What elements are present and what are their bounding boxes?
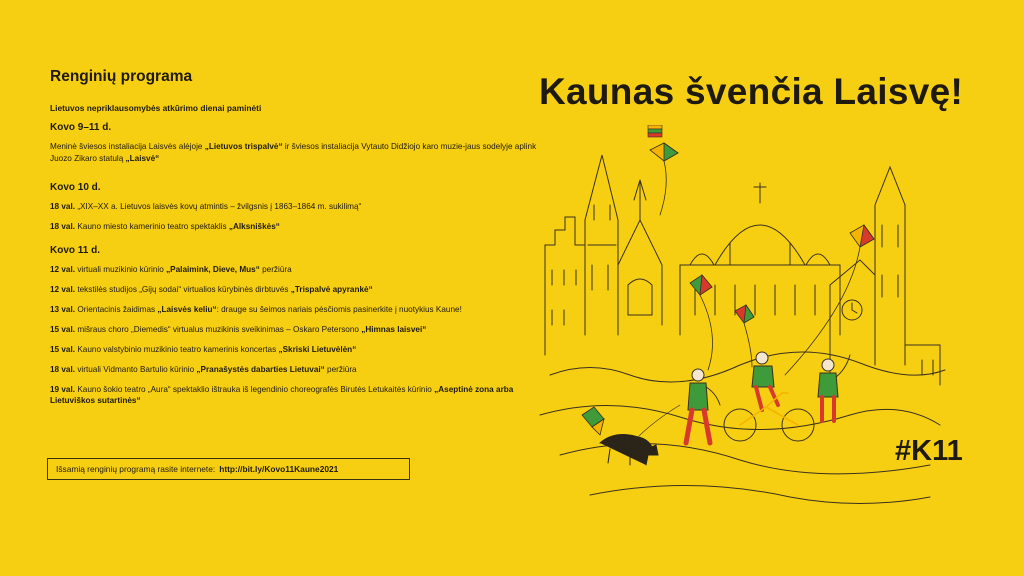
event-time: 15 val. xyxy=(50,344,76,354)
event-item xyxy=(50,304,548,316)
day-heading-9-11: Kovo 9–11 d. xyxy=(50,122,112,133)
event-text: tekstilės studijos „Gijų sodai“ virtualios kūrybinės dirbtuvės xyxy=(75,284,291,294)
event-time: 15 val. xyxy=(50,324,76,334)
event-time: 18 val. xyxy=(50,364,76,374)
day-heading-11: Kovo 11 d. xyxy=(50,244,101,256)
person-cyclist xyxy=(724,352,814,441)
program-column xyxy=(48,68,548,415)
event-item xyxy=(50,324,548,336)
skyline xyxy=(545,155,940,385)
hashtag: #K11 xyxy=(895,435,963,467)
program-url-link[interactable]: http://bit.ly/Kovo11Kaune2021 xyxy=(219,464,339,474)
event-title: „Alksniškės“ xyxy=(228,222,280,231)
event-list-day-10 xyxy=(48,201,548,233)
flags xyxy=(648,125,662,137)
event-item xyxy=(50,284,548,296)
event-item xyxy=(50,201,548,213)
event-title: „Palaimink, Dieve, Mus“ xyxy=(166,264,260,274)
day-heading-10: Kovo 10 d. xyxy=(50,182,101,193)
event-light-installation xyxy=(50,141,548,165)
program-subtitle: Lietuvos nepriklausomybės atkūrimo dienai paminėti xyxy=(50,103,262,113)
link-label: Išsamią renginių programą rasite internete: xyxy=(56,464,216,474)
event-time: 19 val. xyxy=(50,384,76,394)
program-link-box xyxy=(47,458,410,480)
event-item xyxy=(50,364,548,376)
event-item xyxy=(50,384,548,407)
event-text: Kauno valstybinio muzikinio teatro kamerinis koncertas xyxy=(75,344,279,354)
event-title: „Skriski Lietuvėlėn“ xyxy=(278,344,357,354)
event-title: „Lietuvos trispalvė“ xyxy=(204,142,283,151)
event-text: Meninė šviesos instaliacija Laisvės alėjoje xyxy=(50,142,205,151)
event-text: „XIX–XX a. Lietuvos laisvės kovų atmintis – žvilgsnis į 1863–1864 m. sukilimą“ xyxy=(75,202,362,211)
event-time: 12 val. xyxy=(50,264,76,274)
event-text: ir šviesos instaliacija Vytauto Didžiojo karo muzie-jaus sodelyje aplink Juozo Zikaro statulą xyxy=(50,142,537,163)
event-item xyxy=(50,344,548,356)
event-time: 12 val. xyxy=(50,284,76,294)
event-text: peržiūra xyxy=(259,264,292,274)
event-text: : drauge su šeimos nariais pėsčiomis pasinerkite į nuotykius Kaune! xyxy=(216,304,462,314)
event-text: virtuali Vidmanto Bartulio kūrinio xyxy=(75,364,197,374)
event-item xyxy=(50,264,548,276)
kaunas-city-celebration-illustration xyxy=(530,125,950,510)
person-right xyxy=(818,355,850,421)
event-title: „Pranašystės dabarties Lietuvai“ xyxy=(196,364,325,374)
event-title: „Laisvės keliu“ xyxy=(157,304,217,314)
event-text: Orientacinis žaidimas xyxy=(75,304,158,314)
event-time: 18 val. xyxy=(50,202,76,211)
event-time: 13 val. xyxy=(50,304,76,314)
event-text: virtuali muzikinio kūrinio xyxy=(75,264,167,274)
event-text: mišraus choro „Diemedis“ virtualus muzikinis sveikinimas – Oskaro Petersono xyxy=(75,324,362,334)
program-title: Renginių programa xyxy=(50,68,193,85)
headline: Kaunas švenčia Laisvę! xyxy=(539,71,964,112)
event-text: peržiūra xyxy=(324,364,357,374)
event-text: Kauno šokio teatro „Aura“ spektaklio ištrauka iš legendinio choreografės Birutės Letukaitės kūrinio xyxy=(75,384,435,394)
event-title: „Trispalvė apyrankė“ xyxy=(290,284,373,294)
event-title: „Aseptinė zona arba Lietuviškos sutartinės“ xyxy=(50,384,514,405)
event-time: 18 val. xyxy=(50,222,76,231)
event-item xyxy=(50,221,548,233)
event-list-day-11 xyxy=(48,264,548,407)
event-title: „Laisvė“ xyxy=(125,154,160,163)
event-text: Kauno miesto kamerinio teatro spektaklis xyxy=(75,222,229,231)
event-title: „Himnas laisvei“ xyxy=(361,324,427,334)
